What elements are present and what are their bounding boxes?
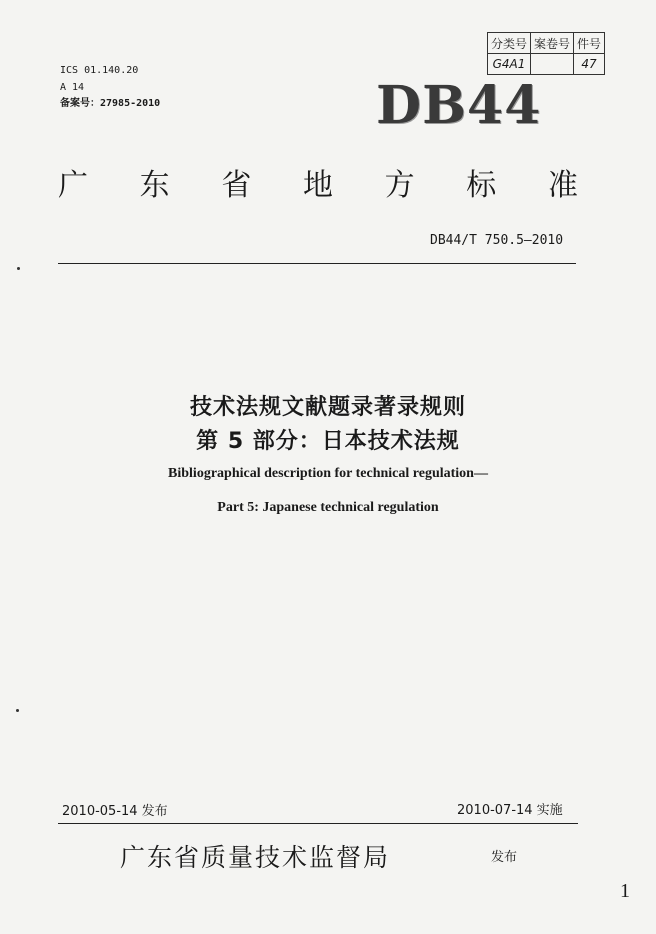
- footer-divider: [58, 823, 578, 824]
- archive-header-item: 件号: [574, 33, 605, 54]
- header-divider: [58, 263, 576, 264]
- archive-header-category: 分类号: [488, 33, 531, 54]
- classification-code: A 14: [60, 82, 85, 93]
- standard-type-char: 准: [547, 168, 578, 203]
- implementation-date: 2010-07-14 实施: [457, 803, 563, 818]
- standard-type-char: 省: [221, 168, 252, 203]
- publisher-name: 广东省质量技术监督局: [120, 843, 391, 872]
- archive-stamp-value-row: [488, 54, 605, 75]
- standard-number: DB44/T 750.5—2010: [430, 233, 564, 248]
- archive-value-category: G4A1: [488, 54, 531, 75]
- title-english-main: Bibliographical description for technical regulation—: [168, 466, 488, 481]
- title-chinese-main: 技术法规文献题录著录规则: [189, 395, 466, 420]
- archive-header-volume: 案卷号: [531, 33, 574, 54]
- title-chinese-part: 第 5 部分：日本技术法规: [196, 429, 460, 454]
- archive-stamp-table: [487, 32, 605, 75]
- ics-code: ICS 01.140.20: [60, 65, 139, 76]
- issue-date: 2010-05-14 发布: [62, 804, 168, 819]
- page-number: 1: [620, 880, 630, 902]
- standard-type-char: 广: [58, 168, 88, 203]
- archive-value-item: 47: [574, 54, 605, 75]
- archive-stamp-header-row: [488, 33, 605, 54]
- standard-type-char: 地: [302, 168, 333, 203]
- standard-type-heading: [58, 160, 578, 204]
- record-number: 备案号：27985-2010: [60, 98, 161, 109]
- standard-type-char: 东: [139, 168, 170, 203]
- standard-type-char: 标: [466, 168, 497, 203]
- publish-label: 发布: [491, 850, 518, 865]
- db44-logo: DB44: [376, 75, 542, 136]
- scan-speck: [16, 709, 19, 712]
- title-english-part: Part 5: Japanese technical regulation: [217, 500, 439, 515]
- archive-value-volume: [531, 54, 574, 75]
- standard-type-char: 方: [384, 168, 415, 203]
- scan-speck: [17, 267, 20, 270]
